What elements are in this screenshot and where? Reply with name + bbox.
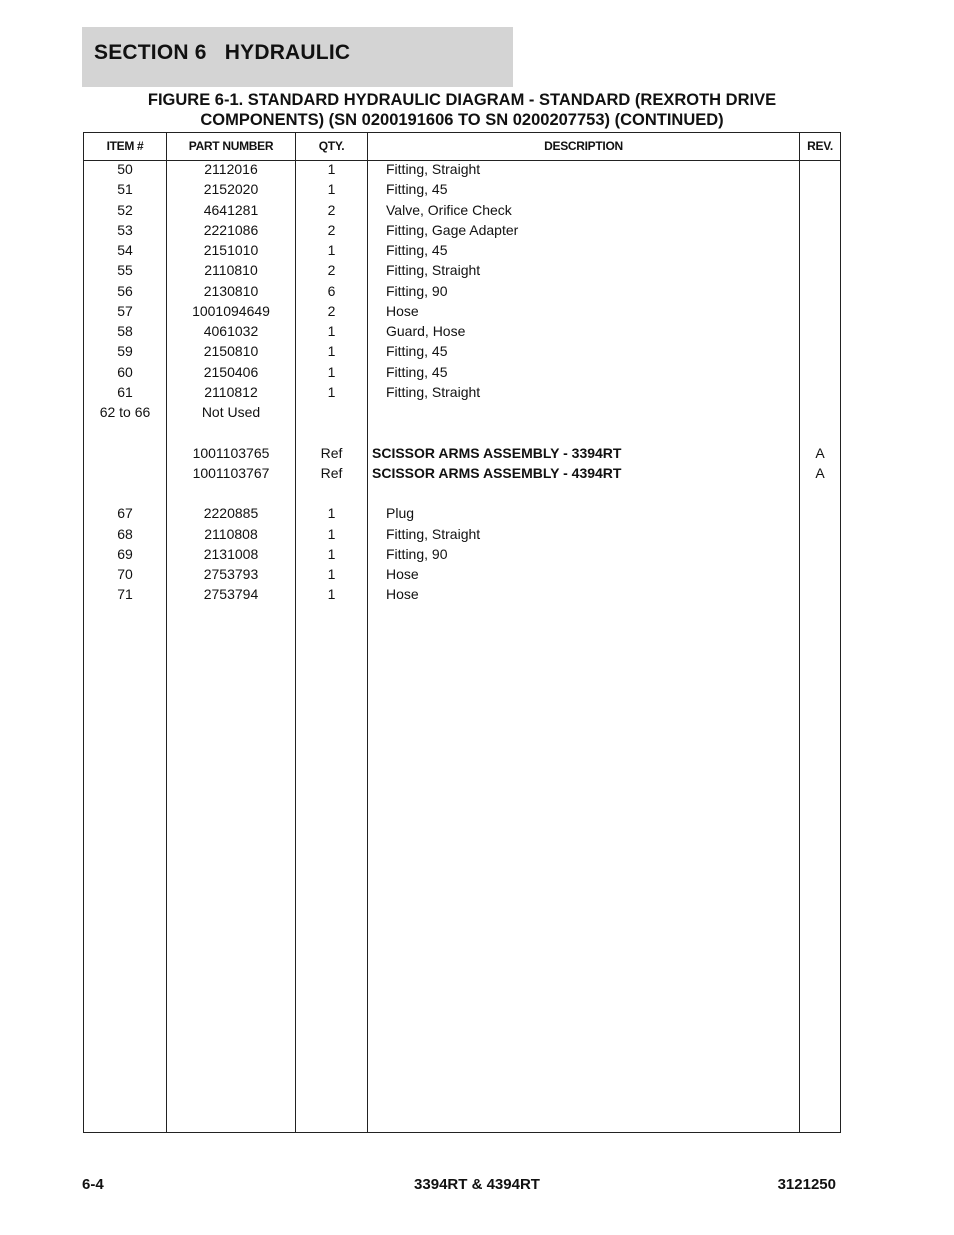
cell-item: 61 (117, 383, 133, 400)
cell-qty: 1 (327, 343, 336, 360)
cell-qty: 1 (327, 161, 336, 177)
cell-item: 62 to 66 (99, 404, 151, 420)
cell-item: 70 (117, 566, 133, 582)
cell-description: Fitting, Straight (386, 383, 481, 400)
table-row (84, 503, 840, 523)
table-row (84, 402, 840, 422)
cell-description: Guard, Hose (386, 323, 466, 339)
cell-description: Fitting, 45 (386, 242, 448, 258)
cell-description: Hose (386, 566, 419, 582)
cell-item: 60 (117, 363, 133, 380)
table-row (84, 301, 840, 321)
cell-part-number: 2151010 (203, 242, 259, 258)
table-row (84, 341, 840, 361)
table-row (84, 159, 840, 179)
table-row (84, 463, 840, 483)
figure-title-line-2: COMPONENTS) (SN 0200191606 TO SN 0200207753) (CONTINUED) (200, 111, 724, 129)
parts-table (83, 132, 841, 1133)
cell-qty: 1 (327, 242, 336, 258)
cell-qty: 2 (327, 262, 336, 279)
cell-item: 57 (117, 302, 133, 319)
cell-description: Fitting, Straight (386, 525, 481, 542)
cell-rev: A (815, 464, 825, 481)
cell-qty: 1 (327, 586, 336, 603)
cell-part-number: 2152020 (203, 181, 259, 198)
cell-item: 51 (117, 181, 133, 198)
cell-item: 67 (117, 505, 133, 522)
cell-description: Fitting, 90 (386, 282, 448, 299)
table-row (84, 200, 840, 220)
cell-description: Fitting, Straight (386, 161, 481, 177)
cell-part-number: 1001103765 (192, 444, 270, 461)
cell-qty: Ref (320, 464, 343, 481)
cell-description: SCISSOR ARMS ASSEMBLY - 3394RT (372, 444, 622, 461)
cell-description: Fitting, Gage Adapter (386, 221, 519, 238)
cell-part-number: Not Used (201, 404, 261, 420)
cell-qty: 1 (327, 323, 336, 339)
cell-qty: 1 (327, 545, 336, 562)
cell-qty: 1 (327, 383, 336, 400)
table-row (84, 362, 840, 382)
cell-item: 53 (117, 221, 133, 238)
figure-title (84, 90, 840, 130)
cell-part-number: 2110812 (204, 383, 258, 400)
cell-item: 58 (117, 323, 133, 339)
header-qty: QTY. (318, 139, 345, 153)
cell-part-number: 2221086 (203, 221, 259, 238)
cell-description: Fitting, 45 (386, 363, 448, 380)
cell-qty: 6 (327, 282, 336, 299)
table-row (84, 564, 840, 584)
cell-part-number: 2753793 (203, 566, 259, 582)
header-description: DESCRIPTION (544, 139, 623, 153)
cell-qty: 2 (327, 201, 336, 218)
cell-item: 71 (117, 586, 133, 603)
cell-description: Fitting, Straight (386, 262, 481, 279)
table-row (84, 382, 840, 402)
table-row (84, 281, 840, 301)
cell-description: Fitting, 45 (386, 343, 448, 360)
cell-description: Plug (386, 505, 415, 522)
cell-qty: 1 (327, 363, 336, 380)
cell-description: Valve, Orifice Check (386, 201, 512, 218)
cell-qty: 1 (327, 505, 336, 522)
cell-part-number: 2110808 (204, 525, 258, 542)
footer-doc-number: 3121250 (777, 1176, 836, 1193)
table-row (84, 584, 840, 604)
header-rev: REV. (807, 139, 833, 153)
cell-item: 69 (117, 545, 133, 562)
cell-qty: 1 (327, 525, 336, 542)
cell-description: Fitting, 90 (386, 545, 448, 562)
cell-description: Hose (386, 302, 419, 319)
cell-item: 56 (117, 282, 133, 299)
cell-qty: 1 (327, 181, 336, 198)
cell-part-number: 2112016 (204, 161, 258, 177)
table-row (84, 179, 840, 199)
cell-part-number: 1001103767 (192, 464, 270, 481)
cell-description: Hose (386, 586, 419, 603)
cell-part-number: 2150406 (203, 363, 259, 380)
cell-qty: 1 (327, 566, 336, 582)
header-item: ITEM # (106, 139, 144, 153)
table-row (84, 260, 840, 280)
cell-item: 59 (117, 343, 133, 360)
header-part-number: PART NUMBER (188, 139, 274, 153)
cell-item: 50 (117, 161, 133, 177)
cell-description: Fitting, 45 (386, 181, 448, 198)
cell-item: 52 (117, 201, 133, 218)
cell-part-number: 2220885 (203, 505, 259, 522)
figure-title-line-1: FIGURE 6-1. STANDARD HYDRAULIC DIAGRAM - STANDARD (REXROTH DRIVE (147, 91, 777, 109)
cell-part-number: 2131008 (203, 545, 259, 562)
cell-qty: Ref (320, 444, 343, 461)
cell-part-number: 2150810 (203, 343, 259, 360)
table-row (84, 240, 840, 260)
cell-part-number: 1001094649 (192, 302, 270, 319)
section-title: SECTION 6 HYDRAULIC (94, 41, 351, 64)
cell-part-number: 2753794 (203, 586, 259, 603)
footer-model: 3394RT & 4394RT (414, 1176, 540, 1193)
cell-item: 55 (117, 262, 133, 279)
cell-description: SCISSOR ARMS ASSEMBLY - 4394RT (372, 464, 622, 481)
cell-item: 68 (117, 525, 133, 542)
cell-part-number: 2110810 (204, 262, 258, 279)
footer-page-number: 6-4 (82, 1176, 104, 1193)
cell-rev: A (815, 444, 825, 461)
cell-qty: 2 (327, 221, 336, 238)
cell-item: 54 (117, 242, 133, 258)
cell-qty: 2 (327, 302, 336, 319)
cell-part-number: 2130810 (203, 282, 259, 299)
table-row (84, 483, 840, 503)
table-row (84, 544, 840, 564)
table-row (84, 443, 840, 463)
cell-part-number: 4061032 (203, 323, 259, 339)
cell-part-number: 4641281 (203, 201, 259, 218)
table-row (84, 524, 840, 544)
table-row (84, 220, 840, 240)
table-row (84, 422, 840, 442)
table-row (84, 321, 840, 341)
